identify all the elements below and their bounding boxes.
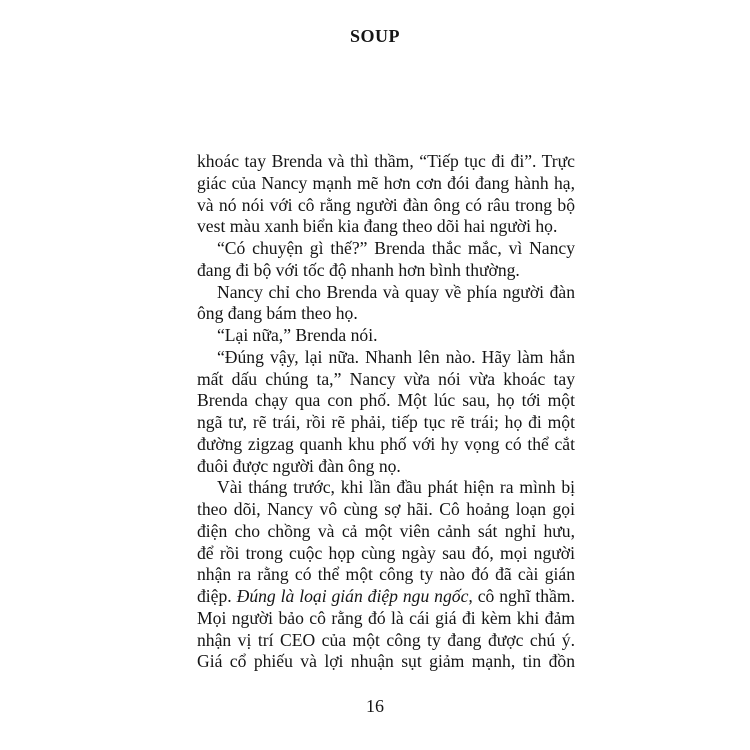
text-run: và nó nói với cô rằng người đàn ông có râu trong bộ [197,194,575,215]
text-line [197,499,575,521]
text-run: Nancy chỉ cho Brenda và quay về phía người đàn [217,281,575,302]
text-run: Mọi người bảo cô rằng đó là cái giá đi kèm khi đảm [197,607,575,628]
italic-thought: Đúng là loại gián điệp ngu ngốc, [236,586,473,606]
text-run: Brenda chạy qua con phố. Một lúc sau, họ tới một [197,390,575,411]
text-line [197,390,575,412]
text-line [197,195,575,217]
page-number: 16 [366,696,384,716]
text-run: điệp. [197,586,237,606]
text-line [197,477,575,499]
text-line [197,651,575,673]
text-run: đang đi bộ với tốc độ nhanh hơn bình thường. [197,259,520,280]
text-run: giác của Nancy mạnh mẽ hơn cơn đói đang hành hạ, [197,172,575,193]
text-run: “Lại nữa,” Brenda nói. [217,325,378,345]
text-line [197,608,575,630]
running-header-title: SOUP [349,26,400,46]
text-line [197,369,575,391]
text-line [197,216,575,238]
text-line [197,521,575,543]
body-text-column [197,151,575,673]
text-line [197,456,575,478]
text-line [197,543,575,565]
text-line [197,412,575,434]
text-line [197,434,575,456]
text-run: Giá cổ phiếu và lợi nhuận sụt giảm mạnh, tin đồn [197,651,575,672]
text-run: mất dấu chúng ta,” Nancy vừa nói vừa khoác tay [197,368,575,389]
text-run: điện cho chồng và cả một viên cảnh sát nghỉ hưu, [197,520,575,541]
text-run: đường zigzag quanh khu phố với hy vọng có thể cắt [197,433,575,454]
text-run: ông đang bám theo họ. [197,303,358,324]
text-line [197,303,575,325]
text-line [197,564,575,586]
text-run: vest màu xanh biển kia đang theo dõi hai người họ. [197,216,558,237]
text-run: đuôi được người đàn ông nọ. [197,455,401,476]
text-run: “Có chuyện gì thế?” Brenda thắc mắc, vì Nancy [217,238,575,258]
text-run: cô nghĩ thầm. [472,586,575,606]
text-run: nhận vị trí CEO của một công ty đang được chú ý. [197,629,575,650]
text-run: khoác tay Brenda và thì thầm, “Tiếp tục đi đi”. Trực [197,151,575,171]
text-line [197,586,575,608]
text-line [197,347,575,369]
text-run: để rồi trong cuộc họp cùng ngày sau đó, mọi người [197,542,575,563]
text-line [197,151,575,173]
text-run: theo dõi, Nancy vô cùng sợ hãi. Cô hoảng loạn gọi [197,499,575,519]
text-line [197,260,575,282]
text-run: “Đúng vậy, lại nữa. Nhanh lên nào. Hãy làm hắn [217,346,575,367]
text-line [197,238,575,260]
text-run: nhận ra rằng có thể một công ty nào đó đã cài gián [197,564,575,585]
text-run: Vài tháng trước, khi lần đầu phát hiện ra mình bị [217,477,575,498]
text-line [197,173,575,195]
text-line [197,630,575,652]
text-line [197,282,575,304]
text-line [197,325,575,347]
text-run: ngã tư, rẽ trái, rồi rẽ phải, tiếp tục rẽ trái; họ đi một [197,412,575,432]
